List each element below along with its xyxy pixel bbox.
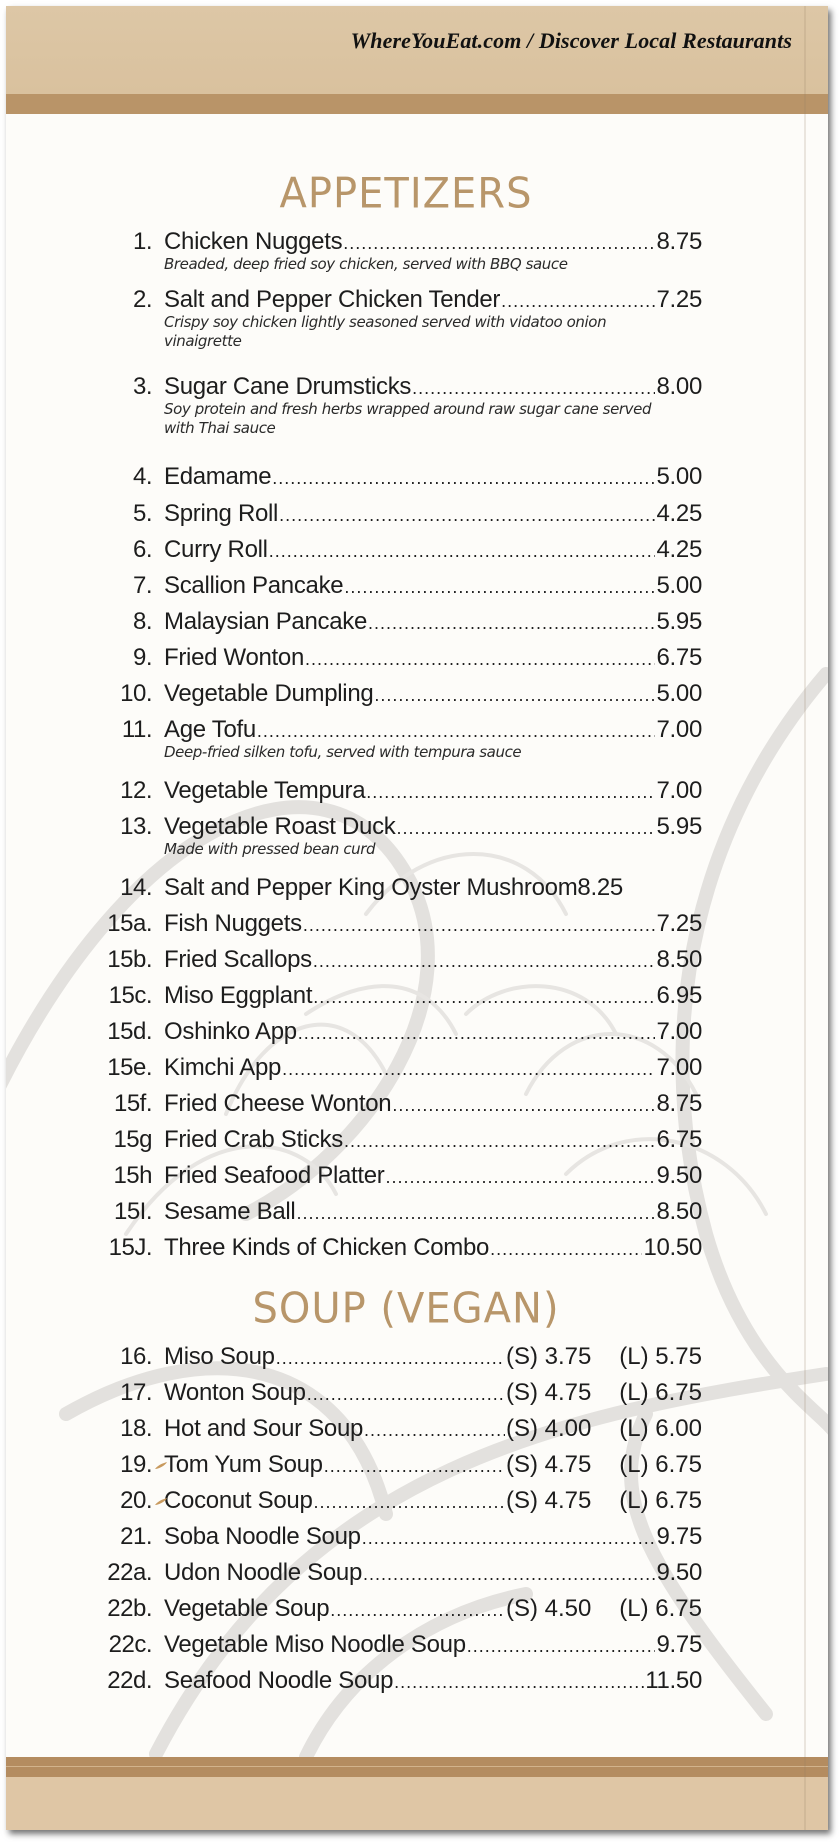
item-number: 13.	[120, 813, 152, 840]
item-name: Vegetable Tempura	[164, 777, 366, 804]
price-small: (S) 4.00	[506, 1415, 592, 1442]
item-name: Curry Roll	[164, 536, 268, 563]
item-name: Spring Roll	[164, 500, 279, 527]
menu-item	[92, 910, 702, 940]
item-name: Sugar Cane Drumsticks	[164, 373, 412, 400]
item-number: 9.	[132, 644, 152, 671]
menu-item	[92, 1198, 702, 1228]
item-price: 6.75	[656, 644, 702, 671]
menu-item	[92, 286, 702, 351]
item-number: 8.	[132, 608, 152, 635]
price-large: (L) 6.00	[619, 1415, 702, 1442]
item-price: 5.00	[656, 572, 702, 599]
item-price: 7.00	[656, 1018, 702, 1045]
menu-item	[92, 373, 702, 438]
item-number	[92, 1451, 164, 1479]
item-name: Malaysian Pancake	[164, 608, 368, 635]
item-price: 8.25	[577, 874, 623, 901]
item-number: 15g	[113, 1126, 152, 1153]
item-name: Soba Noodle Soup	[164, 1523, 361, 1550]
item-price: 9.75	[656, 1523, 702, 1550]
section-title-appetizers: APPETIZERS	[279, 169, 533, 219]
item-name: Fried Cheese Wonton	[164, 1090, 392, 1117]
item-number: 15f.	[113, 1090, 152, 1117]
leader-dots	[303, 915, 656, 936]
item-description: Breaded, deep fried soy chicken, served with BBQ sauce	[164, 255, 568, 273]
menu-item	[92, 1631, 702, 1661]
item-description: Made with pressed bean curd	[164, 840, 376, 858]
site-title: WhereYouEat.com / Discover Local Restaurants	[350, 28, 792, 53]
item-name: Vegetable Soup	[164, 1595, 330, 1622]
item-name: Fried Scallops	[164, 946, 312, 973]
item-number: 15b.	[107, 946, 152, 973]
leader-dots	[366, 782, 655, 803]
item-name: Fish Nuggets	[164, 910, 302, 937]
price-large: (L) 6.75	[619, 1379, 702, 1406]
leader-dots	[269, 541, 656, 562]
item-name: Wonton Soup	[164, 1379, 306, 1406]
item-name: Salt and Pepper Chicken Tender	[164, 286, 501, 313]
item-number: 11.	[121, 716, 152, 743]
menu-item	[92, 1090, 702, 1120]
menu-item	[92, 1126, 702, 1156]
menu-item	[92, 500, 702, 530]
menu-item	[92, 1162, 702, 1192]
item-price: 5.00	[656, 463, 702, 490]
leader-dots	[298, 1023, 656, 1044]
item-price: 8.50	[656, 946, 702, 973]
leader-dots	[279, 505, 655, 526]
section-title-soup: SOUP (VEGAN)	[252, 1284, 560, 1334]
item-price: 7.00	[656, 1054, 702, 1081]
price-large: (L) 6.75	[619, 1595, 702, 1622]
leader-dots	[296, 1203, 655, 1224]
menu-item	[92, 572, 702, 602]
item-name: Fried Crab Sticks	[164, 1126, 343, 1153]
menu-content	[6, 6, 828, 1830]
item-number: 15e.	[107, 1054, 152, 1081]
item-name: Miso Eggplant	[164, 982, 313, 1009]
menu-item	[92, 1559, 702, 1589]
leader-dots	[324, 1456, 505, 1477]
item-name: Tom Yum Soup	[164, 1451, 323, 1478]
menu-item	[92, 536, 702, 566]
leader-dots	[257, 721, 656, 742]
item-number: 1.	[132, 228, 152, 255]
leader-dots	[330, 1600, 505, 1621]
menu-page	[6, 6, 828, 1830]
leader-dots	[490, 1239, 642, 1260]
item-price: 6.95	[656, 982, 702, 1009]
item-number: 3.	[132, 373, 152, 400]
menu-item	[92, 1415, 702, 1445]
item-number: 12.	[120, 777, 152, 804]
menu-item	[92, 874, 702, 904]
item-price: 9.75	[656, 1631, 702, 1658]
leader-dots	[313, 951, 656, 972]
chili-pepper-icon	[154, 1461, 168, 1470]
item-name: Scallion Pancake	[164, 572, 344, 599]
leader-dots	[343, 233, 655, 254]
leader-dots	[276, 1348, 505, 1369]
item-price: 7.00	[656, 777, 702, 804]
leader-dots	[412, 378, 655, 399]
item-number: 15c.	[108, 982, 152, 1009]
menu-item	[92, 680, 702, 710]
leader-dots	[368, 613, 655, 634]
menu-item	[92, 946, 702, 976]
item-number-text: 19.	[120, 1451, 152, 1478]
item-price: 11.50	[645, 1667, 702, 1694]
item-name: Oshinko App	[164, 1018, 297, 1045]
menu-item	[92, 1487, 702, 1517]
item-price: 9.50	[656, 1162, 702, 1189]
item-number: 22c.	[108, 1631, 152, 1658]
price-small: (S) 4.75	[506, 1451, 592, 1478]
leader-dots	[364, 1420, 505, 1441]
price-small: (S) 3.75	[506, 1343, 592, 1370]
item-number: 15I.	[113, 1198, 152, 1225]
item-name: Seafood Noodle Soup	[164, 1667, 394, 1694]
item-number: 17.	[120, 1379, 152, 1406]
item-number: 22a.	[107, 1559, 152, 1586]
menu-item	[92, 1595, 702, 1625]
item-number: 15J.	[108, 1234, 152, 1261]
item-price: 9.50	[656, 1559, 702, 1586]
item-number: 4.	[132, 463, 152, 490]
menu-item	[92, 228, 702, 274]
menu-item	[92, 644, 702, 674]
item-name: Three Kinds of Chicken Combo	[164, 1234, 490, 1261]
leader-dots	[307, 1384, 505, 1405]
item-name: Salt and Pepper King Oyster Mushroom	[164, 874, 578, 901]
item-number: 22d.	[107, 1667, 152, 1694]
price-small: (S) 4.75	[506, 1487, 592, 1514]
price-large: (L) 6.75	[619, 1487, 702, 1514]
item-number: 14.	[120, 874, 152, 901]
item-name: Vegetable Dumpling	[164, 680, 374, 707]
item-number: 5.	[132, 500, 152, 527]
leader-dots	[392, 1095, 655, 1116]
leader-dots	[344, 1131, 656, 1152]
item-price: 8.00	[656, 373, 702, 400]
item-price: 10.50	[643, 1234, 702, 1261]
item-description: Crispy soy chicken lightly seasoned served with vidatoo onion vinaigrette	[164, 313, 607, 350]
item-price: 4.25	[656, 536, 702, 563]
item-description: Soy protein and fresh herbs wrapped around raw sugar cane served with Thai sauce	[164, 400, 652, 437]
item-name: Miso Soup	[164, 1343, 275, 1370]
item-number: 15a.	[107, 910, 152, 937]
leader-dots	[344, 577, 655, 598]
item-price: 8.75	[656, 1090, 702, 1117]
leader-dots	[305, 649, 655, 670]
menu-item	[92, 982, 702, 1012]
item-name: Vegetable Miso Noodle Soup	[164, 1631, 466, 1658]
item-price: 7.00	[656, 716, 702, 743]
item-number: 2.	[132, 286, 152, 313]
price-large: (L) 5.75	[619, 1343, 702, 1370]
item-name: Age Tofu	[164, 716, 256, 743]
menu-item	[92, 716, 702, 762]
leader-dots	[374, 685, 655, 706]
leader-dots	[501, 291, 655, 312]
item-name: Sesame Ball	[164, 1198, 296, 1225]
item-price: 6.75	[656, 1126, 702, 1153]
leader-dots	[394, 1672, 644, 1693]
item-number-text: 20.	[120, 1487, 152, 1514]
item-price: 4.25	[656, 500, 702, 527]
price-small: (S) 4.75	[506, 1379, 592, 1406]
page-fold	[804, 6, 806, 1830]
item-description: Deep-fried silken tofu, served with tempura sauce	[164, 743, 522, 761]
item-price: 5.95	[656, 608, 702, 635]
menu-item	[92, 1054, 702, 1084]
leader-dots	[396, 818, 655, 839]
item-number	[92, 1487, 164, 1515]
menu-item	[92, 777, 702, 807]
menu-item	[92, 608, 702, 638]
leader-dots	[363, 1564, 655, 1585]
menu-item	[92, 463, 702, 493]
menu-item	[92, 1667, 702, 1697]
chili-pepper-icon	[154, 1497, 168, 1506]
item-number: 10.	[120, 680, 152, 707]
item-number: 15h	[113, 1162, 152, 1189]
menu-item	[92, 1379, 702, 1409]
item-number: 6.	[132, 536, 152, 563]
item-number: 21.	[120, 1523, 152, 1550]
item-number: 22b.	[107, 1595, 152, 1622]
leader-dots	[467, 1636, 656, 1657]
item-name: Hot and Sour Soup	[164, 1415, 364, 1442]
price-small: (S) 4.50	[506, 1595, 592, 1622]
item-price: 5.95	[656, 813, 702, 840]
item-name: Fried Seafood Platter	[164, 1162, 385, 1189]
menu-item	[92, 1018, 702, 1048]
leader-dots	[362, 1528, 656, 1549]
item-price: 5.00	[656, 680, 702, 707]
item-name: Coconut Soup	[164, 1487, 313, 1514]
item-name: Fried Wonton	[164, 644, 305, 671]
leader-dots	[272, 468, 655, 489]
item-price: 7.25	[656, 286, 702, 313]
item-price: 8.75	[656, 228, 702, 255]
menu-item	[92, 1451, 702, 1481]
leader-dots	[386, 1167, 656, 1188]
leader-dots	[282, 1059, 655, 1080]
item-price: 7.25	[656, 910, 702, 937]
menu-item	[92, 813, 702, 859]
item-name: Edamame	[164, 463, 272, 490]
item-name: Kimchi App	[164, 1054, 282, 1081]
menu-item	[92, 1234, 702, 1264]
item-number: 7.	[132, 572, 152, 599]
item-name: Chicken Nuggets	[164, 228, 343, 255]
item-price: 8.50	[656, 1198, 702, 1225]
leader-dots	[314, 1492, 505, 1513]
price-large: (L) 6.75	[619, 1451, 702, 1478]
item-number: 18.	[120, 1415, 152, 1442]
menu-item	[92, 1523, 702, 1553]
leader-dots	[313, 987, 655, 1008]
item-number: 16.	[120, 1343, 152, 1370]
item-name: Udon Noodle Soup	[164, 1559, 363, 1586]
menu-item	[92, 1343, 702, 1373]
item-number: 15d.	[107, 1018, 152, 1045]
item-name: Vegetable Roast Duck	[164, 813, 396, 840]
